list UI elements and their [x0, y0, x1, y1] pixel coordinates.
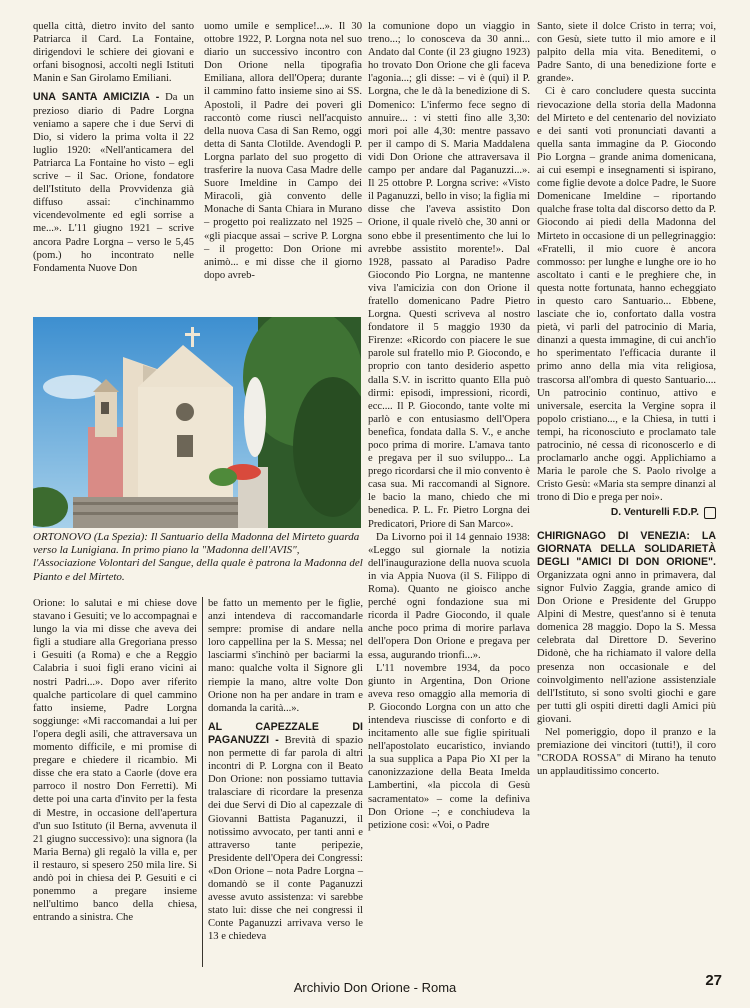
end-of-article-icon [704, 507, 716, 519]
column-3 [368, 20, 530, 832]
paragraph: be fatto un memento per le figlie, anzi intendeva di raccomandarle sempre: promise di andare nella loro cappellina per la S. Messa; nel lasciarmi s'inchinò per baciarmi la mano: qualche volta il Signore gli riempie la mano, altre volte Don Orione non ha per andare in tram e domanda la carità...». [208, 598, 363, 714]
paragraph: Santo, siete il dolce Cristo in terra; voi, con Gesù, siete tutto il mio amore e il palpito della mia vita. Beneditemi, o Padre Santo, di una benedizione forte e grande». [537, 21, 716, 85]
section-capezzale-paganuzzi [208, 721, 363, 944]
sanctuary-illustration [33, 317, 361, 528]
column-4 [537, 20, 716, 778]
section-heading: UNA SANTA AMICIZIA - [33, 91, 160, 104]
paragraph: Nel pomeriggio, dopo il pranzo e la premiazione dei vincitori (tutti!), il coro "CRODA ROSSA" di Mirano ha tenuto un applauditissimo concerto. [537, 726, 716, 778]
archive-footer: Archivio Don Orione - Roma [293, 980, 457, 995]
page-number: 27 [705, 972, 722, 989]
photo-caption: ORTONOVO (La Spezia): Il Santuario della Madonna del Mirteto guarda verso la Lunigiana. In primo piano la "Madonna dell'AVIS", l'Associazione Volontari del Sangue, della quale è patrona la Madonna del Pianto e del Mirteto. [33, 531, 363, 583]
author-signature [537, 506, 716, 519]
paragraph: uomo umile e semplice!...». Il 30 ottobre 1922, P. Lorgna nota nel suo diario un successivo incontro con Don Orione nella tipografia Emiliana, allora dell'Opera; durante il cammino fatto insieme sino ai SS. Apostoli, il Padre dei poveri gli raccontò come riuscì nell'acquisto della nuova Casa di San Remo, oggi detta di Santa Clotilde. Avendogli P. Lorgna parlato del suo progetto di trasferire la nuova Casa Madre delle Suore Imeldine in Campo dei Miracoli, già convento delle Monache di Santa Chiara in Murano – progetto poi realizzato nel 1925 – «gli piacque assai – scrive P. Lorgna – il progetto: Don Orione mi animò... e mi disse che il giorno dopo avreb- [204, 21, 362, 281]
section-una-santa-amicizia [33, 91, 194, 274]
section-chirignago [537, 530, 716, 726]
paragraph: quella città, dietro invito del santo Patriarca il Card. La Fontaine, dirigendovi le schiere dei giovani e orfani bisognosi, accolti negli Istituti Manin e San Girolamo Emiliani. [33, 21, 194, 85]
column-1-top [33, 20, 194, 275]
paragraph: Ci è caro concludere questa succinta rievocazione della storia della Madonna del Mirteto e del centenario del noviziato e dei santi voti pronunciati davanti a quella santa immagine da P. Giocondo Pio Lorgna – grande anima domenicana, ai cui esempi e insegnamenti si ispirano, come figlie devote a dolce Padre, le Suore Domenicane Imeldine – riportando qualche frase tolta dal discorso detto da P. Giocondo ai piedi della Madonna del Mirteto in occasione di un pellegrinaggio: «Fratelli, il mio cuore è ancora commosso: per lunghe e lunghe ore io ho ascoltato i canti e le preghiere che, in questa notte fortunata, hanno echeggiato in questo caro Santuario... Ebbene, lasciate che io, confortato dalla vostra pietà, vi parli del patrocinio di Maria, dinanzi a questa immagine, di cui anch'io ho sperimentato l'efficacia durante il primo anno della mia vita religiosa, trascorsa all'ombra di questo Santuario.... Un patrocinio continuo, attivo e universale, esercita la Vergine sopra il popolo cristiano..., e la Chiesa, in tutti i tempi, ha riconosciuto e proclamato tale patrocinio, né cessa di riconoscerlo e di proclamarlo anche oggi. Applichiamo a Maria le parole che S. Paolo rivolge a Cristo Gesù: «Maria sta sempre dinanzi al trono di Dio e prega per noi». [537, 86, 716, 504]
column-divider [202, 597, 203, 967]
signature-text: D. Venturelli F.D.P. [610, 507, 699, 519]
section-heading: CHIRIGNAGO DI VENEZIA: LA GIORNATA DELLA SOLIDARIETÀ DEGLI "AMICI DI DON ORIONE". [537, 529, 716, 568]
column-2-top [204, 20, 362, 282]
paragraph: Da Livorno poi il 14 gennaio 1938: «Leggo sul giornale la notizia dell'inaugurazione della nuova scuola in via Appia Nuova (il S. Filippo di Roma). Quanto ne gioisco anche perché ogni fondazione sua mi ricorda il Padre Giocondo, il quale anche poco prima di morire parlava dell'opera Don Orione e pregava per essa, augurando trionfi...». [368, 531, 530, 661]
section-text: Brevità di spazio non permette di far parola di altri incontri di P. Lorgna con il Beato Don Orione: non possiamo tuttavia tralasciare di ricordare la presenza dei due Servi di Dio al capezzale di Giovanni Battista Paganuzzi, il notissimo avvocato, per tanti anni e attraverso tante peripezie, Presidente dell'Opera dei Congressi: «Don Orione – nota Padre Lorgna – domandò se il conte Paganuzzi avesse avuto assistenza: vi sarebbe stato lui: disse che nei congressi il Conte Paganuzzi arrivava verso le 13 e chiedeva [208, 734, 363, 943]
column-2-bottom [208, 597, 363, 943]
section-heading: AL CAPEZZALE DI PAGANUZZI - [208, 720, 363, 746]
section-text: Da un prezioso diario di Padre Lorgna veniamo a sapere che i due Servi di Dio, si videro la prima volta il 22 luglio 1920: «Nell'anticamera del Patriarca La Fontaine ho visto – egli scrive – il Sac. Orione, fondatore dell'Istituto della Provvidenza già diffuso assai: c'inchinammo vicendevolmente ed egli sorrise a me...». L'11 giugno 1921 – scrive ancora Padre Lorgna – verso le 5,45 (pom.) ho incontrato nelle Fondamenta Nuove Don [33, 92, 195, 274]
column-1-bottom [33, 597, 197, 924]
paragraph: L'11 novembre 1934, da poco giunto in Argentina, Don Orione aveva reso omaggio alla memoria di P. Giocondo Lorgna con un atto che intendeva riuscisse di conforto e di incitamento alle sue figlie spirituali nell'apostolato eucaristico, inviando la sua supplica a Papa Pio XI per la canonizzazione della Beata Imelda Lambertini, «la piccola di Gesù sacramentato» – come la definiva Don Orione –; e conchiudeva la petizione così: «Voi, o Padre [368, 662, 530, 831]
paragraph: Orione: lo salutai e mi chiese dove stavano i Gesuiti; ve lo accompagnai e lungo la via mi disse che aveva dei figli a studiare alla Gregoriana presso i Gesuiti (a Roma) e che a Reggio Calabria i suoi figli erano vicini ai nostri Padri...». Dopo aver riferito qualche particolare di quel cammino fatto insieme, Padre Lorgna soggiunge: «Mi raccomandai a lui per l'opera degli asili, che attraversava un momento difficile, e mi promise di pregare e chiedere il ricambio. Mi disse che era stato a Caorle (dove era parroco il nostro Don Ferretti). Mi dette poi una carta d'invito per la festa di Mestre, in occasione dell'apertura d'un suo Istituto (il Berna, avvenuta il 21 giugno successivo): una signora (la Maria Berna) gli regalò la villa e, per il restauro, si spesero 250 mila lire. Si andò poi in chiesa dei P. Gesuiti e ci ponemmo a pregare insieme nell'ultimo banco della chiesa, entrando a sinistra. Che [33, 598, 197, 924]
section-text: Organizzata ogni anno in primavera, dal signor Fulvio Zaggia, grande amico di Don Orione e Presidente del Gruppo Alpini di Mestre, quest'anno si è tenuta domenica 28 maggio. Dopo la S. Messa celebrata dal Direttore D. Severino Didonè, che ha richiamato il valore della presenza non occasionale e del coinvolgimento nell'azione assistenziale dell'Istituto, si sono svolti giochi e gare per tutti gli ospiti diretti dagli Amici più giovani. [537, 569, 716, 725]
sanctuary-photo [33, 317, 361, 528]
paragraph: la comunione dopo un viaggio in treno...; lo conosceva da 30 anni... Andato dal Conte (il 23 giugno 1923) ho trovato Don Orione che gli faceva l'agonia...; gli disse: – vi è (qui) il P. Lorgna, che le dà la benedizione di S. Domenico: L'infermo fece segno di annuire... : vi stetti fino alle 3,30: morì poi alle 4,30: mentre passavo per il campo di S. Maria Maddalena vidi Don Orione che attraversava il campo per andare dal Paganuzzi...». Il 25 ottobre P. Lorgna scrive: «Visto il Paganuzzi, bello in viso; la figlia mi disse che l'aveva assistito Don Orione, il quale rivelò che, 30 anni or sono ebbe il presentimento che lui lo avrebbe assistito morente!». Dal 1928, passato al Paradiso Padre Giocondo Pio Lorgna, ne mantenne viva l'amicizia con don Orione il fratello domenicano Padre Pietro Lorgna. Questi scriveva al nostro fondatore il 5 maggio 1930 da Firenze: «Ricordo con piacere le sue parole sul fratello mio P. Giocondo, e proprio con tanto desiderio aspetto dalla S.V. in iscritto quanto Ella può dirmi: episodi, impressioni, ricordi, ecc.... Il P. Giocondo, tante volte mi parlò e con entusiasmo dell'Opera benefica, fondata dalla S. V., e anche poco prima di morire. L'amava tanto e pregava per il suo sviluppo... La prego ricordarsi che il mio convento è casa sua. Mi raccomandi al Signore. le bacio la mano, chiedo che mi benedica. P. L. Fr. Pietro Lorgna dei Predicatori, Priore di San Marco». [368, 21, 530, 530]
